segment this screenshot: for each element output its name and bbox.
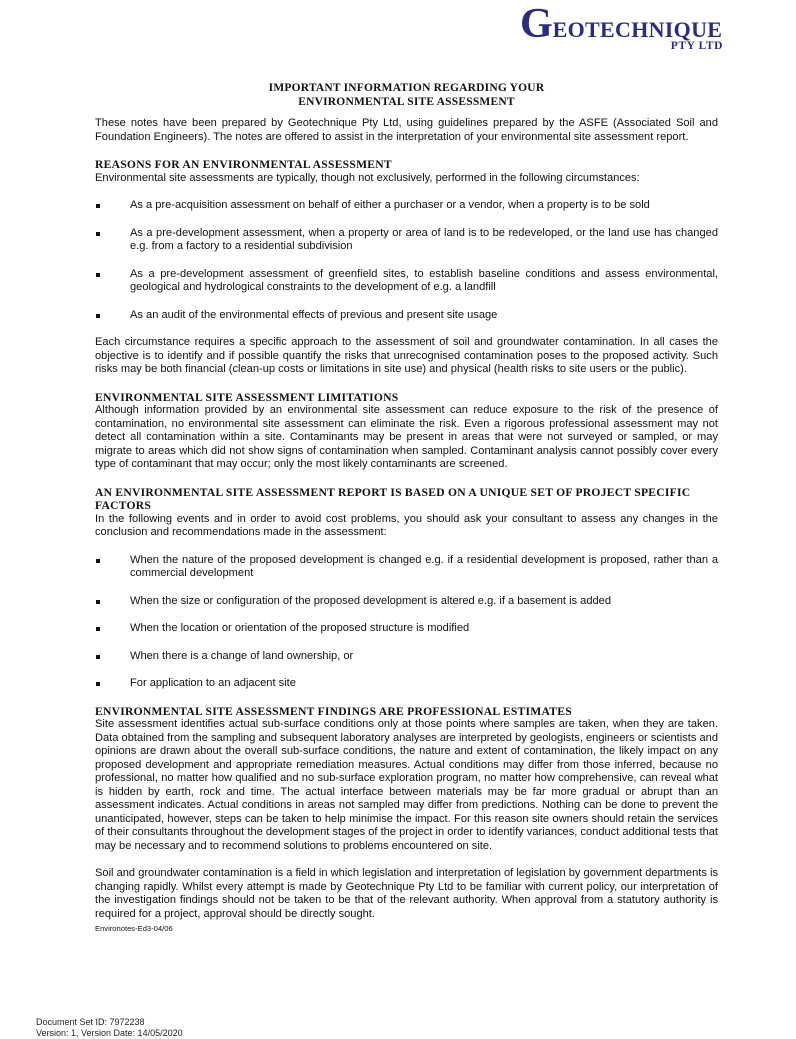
bullet-icon xyxy=(96,655,100,659)
reasons-lead: Environmental site assessments are typically, though not exclusively, performed in the following circumstances: xyxy=(95,171,640,184)
bullet-icon xyxy=(96,273,100,277)
list-item-text: When the size or configuration of the proposed development is altered e.g. if a basement is added xyxy=(130,594,612,607)
list-item xyxy=(95,650,718,664)
bullet-icon xyxy=(96,204,100,208)
intro-paragraph: These notes have been prepared by Geotechnique Pty Ltd, using guidelines prepared by the ASFE (Associated Soil and Foundation Engineers). The notes are offered to assist in the interpretation of your environmental site assessment report. xyxy=(95,117,718,143)
limitations-heading: ENVIRONMENTAL SITE ASSESSMENT LIMITATIONS xyxy=(95,390,399,404)
list-item-text: When the nature of the proposed development is changed e.g. if a residential development is proposed, rather than a commercial development xyxy=(130,553,718,579)
list-item xyxy=(95,595,718,609)
document-set-id: Document Set ID: 7972238 xyxy=(36,1017,145,1027)
list-item xyxy=(95,622,718,636)
list-item xyxy=(95,554,718,581)
list-item-text: When there is a change of land ownership, or xyxy=(130,649,354,662)
document-body xyxy=(95,117,718,933)
unique-factors-lead: In the following events and in order to avoid cost problems, you should ask your consultant to assess any changes in the conclusion and recommendations made in the assessment: xyxy=(95,512,718,538)
bullet-icon xyxy=(96,232,100,236)
bullet-icon xyxy=(96,600,100,604)
bullet-icon xyxy=(96,627,100,631)
list-item-text: For application to an adjacent site xyxy=(130,677,296,689)
list-item xyxy=(95,199,718,213)
company-logo xyxy=(520,1,725,54)
unique-factors-heading: AN ENVIRONMENTAL SITE ASSESSMENT REPORT IS BASED ON A UNIQUE SET OF PROJECT SPECIFIC FACTORS xyxy=(95,485,691,512)
findings-paragraph-2: Soil and groundwater contamination is a field in which legislation and interpretation of legislation by government departments is changing rapidly. Whilst every attempt is made by Geotechnique Pty Ltd to be familiar with current policy, our interpretation of the investigation findings should not be taken to be that of the relevant authority. When approval from a statutory authority is required for a project, approval should be directly sought. xyxy=(95,867,718,920)
list-item xyxy=(95,268,718,295)
logo-initial: G xyxy=(520,1,553,47)
bullet-icon xyxy=(96,314,100,318)
logo-subtitle: PTY LTD xyxy=(670,40,723,52)
logo-rest: EOTECHNIQUE xyxy=(552,17,723,42)
reasons-closing-paragraph: Each circumstance requires a specific approach to the assessment of soil and groundwater contamination. In all cases the objective is to identify and if possible quantify the risks that unrecognised contamination poses to the proposed activity. Such risks may be both financial (clean-up costs or limitations in site use) and physical (health risks to site users or the public). xyxy=(95,336,718,375)
list-item-text: As a pre-development assessment, when a property or area of land is to be redeveloped, or the land use has changed e.g. from a factory to a residential subdivision xyxy=(130,226,718,252)
reasons-heading: REASONS FOR AN ENVIRONMENTAL ASSESSMENT xyxy=(95,158,392,171)
list-item-text: As a pre-development assessment of greenfield sites, to establish baseline conditions and assess environmental, geological and hydrological constraints to the development of e.g. a landfill xyxy=(130,267,718,293)
findings-heading: ENVIRONMENTAL SITE ASSESSMENT FINDINGS ARE PROFESSIONAL ESTIMATES xyxy=(95,704,572,718)
document-title-line1: IMPORTANT INFORMATION REGARDING YOUR xyxy=(268,82,545,94)
limitations-paragraph: Although information provided by an environmental site assessment can reduce exposure to the risk of the presence of contamination, no environmental site assessment can eliminate the risk. Even a rigorous professional assessment may not detect all contamination within a site. Contaminants may be present in areas that were not surveyed or sampled, or may migrate to areas which did not show signs of contamination when sampled. Contaminant analysis cannot possibly cover every type of contaminant that may occur; only the most likely contaminants are screened. xyxy=(95,404,718,470)
list-item xyxy=(95,677,718,691)
document-title-line2: ENVIRONMENTAL SITE ASSESSMENT xyxy=(298,95,515,108)
edition-note: Environotes-Ed3-04/06 xyxy=(95,924,173,933)
unique-factors-list xyxy=(95,554,718,691)
bullet-icon xyxy=(96,559,100,563)
document-version: Version: 1, Version Date: 14/05/2020 xyxy=(36,1028,183,1038)
bullet-icon xyxy=(96,682,100,686)
list-item xyxy=(95,227,718,254)
document-title xyxy=(95,82,718,109)
reasons-list xyxy=(95,199,718,322)
list-item-text: As an audit of the environmental effects of previous and present site usage xyxy=(130,308,498,321)
findings-paragraph: Site assessment identifies actual sub-surface conditions only at those points where samples are taken, when they are taken. Data obtained from the sampling and subsequent laboratory analyses are interpreted by geologists, engineers or scientists and opinions are drawn about the overall sub-surface conditions, the nature and extent of contamination, the likely impact on any proposed development and appropriate remediation measures. Actual conditions may differ from those inferred, because no professional, no matter how qualified and no sub-surface exploration program, no matter how comprehensive, can reveal what is hidden by earth, rock and time. The actual interface between materials may be far more gradual or abrupt than an assessment indicates. Actual conditions in areas not sampled may differ from predictions. Nothing can be done to prevent the unanticipated, however, steps can be taken to help minimise the impact. For this reason site owners should retain the services of their consultants throughout the development stages of the project in order to identify variances, conduct additional tests that may be necessary and to recommend solutions to problems encountered on site. xyxy=(95,718,718,852)
list-item-text: When the location or orientation of the proposed structure is modified xyxy=(130,622,470,634)
list-item-text: As a pre-acquisition assessment on behalf of either a purchaser or a vendor, when a property is to be sold xyxy=(130,199,650,211)
list-item xyxy=(95,309,718,323)
